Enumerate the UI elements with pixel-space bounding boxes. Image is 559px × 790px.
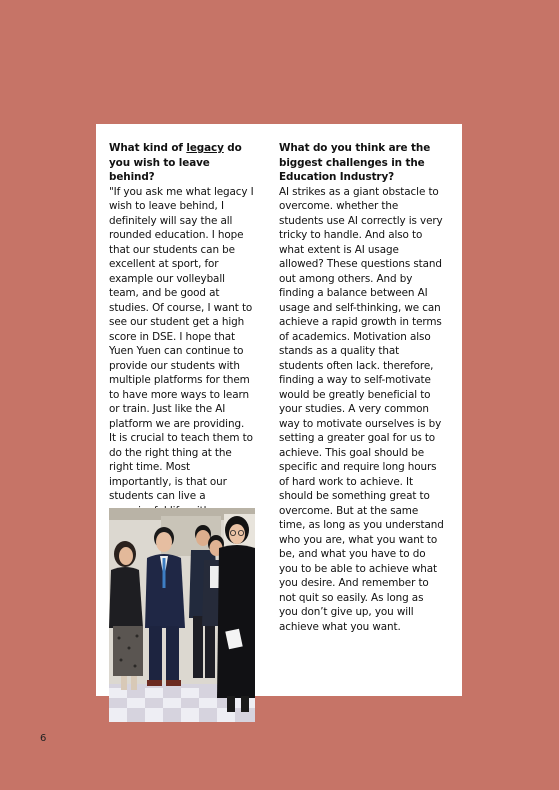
page-number: 6 xyxy=(40,733,47,744)
challenges-question: What do you think are the biggest challenges in the Education Industry? xyxy=(279,142,431,183)
group-photo xyxy=(109,508,255,722)
legacy-question: What kind of legacy do you wish to leave behind? xyxy=(109,142,242,183)
legacy-answer: "If you ask me what legacy I wish to leave behind, I definitely will say the all rounded education. I hope that our students can be excellent at sport, for example our volleyball team, and be good at studies. Of course, I want to see our student get a high score in DSE. I hope that Yuen Yuen can continue to provide our students with multiple platforms for them to have more ways to learn or train. Just like the AI platform we are providing. It is crucial to teach them to do the right thing at the right time. Most importantly, is that our students can live a xyxy=(109,185,254,502)
legacy-underlined-word: legacy xyxy=(186,142,224,154)
left-column xyxy=(109,141,254,533)
challenges-answer: AI strikes as a giant obstacle to overcome. whether the students use AI correctly is very tricky to handle. And also to what extent is AI usage allowed? These questions stand out among others. And by finding a balance between AI usage and self-thinking, we can achieve a rapid growth in terms of academics. Motivation also stands as a quality that students often lack. therefore, finding a way to self-motivate would be greatly beneficial to your studies. A very common way to motivate ourselves is by setting a greater goal for us to achieve. This goal should be specific and require long hours of hard work to achieve. It should be something great to overcome. But at the same time, as long as you understand who you are, what you want to be, and what you have to do you to be able to achieve what you desire. And remember to not quit so easily. As long as you don’t give up, you will achieve what you want. xyxy=(279,185,444,633)
right-column xyxy=(279,141,445,634)
